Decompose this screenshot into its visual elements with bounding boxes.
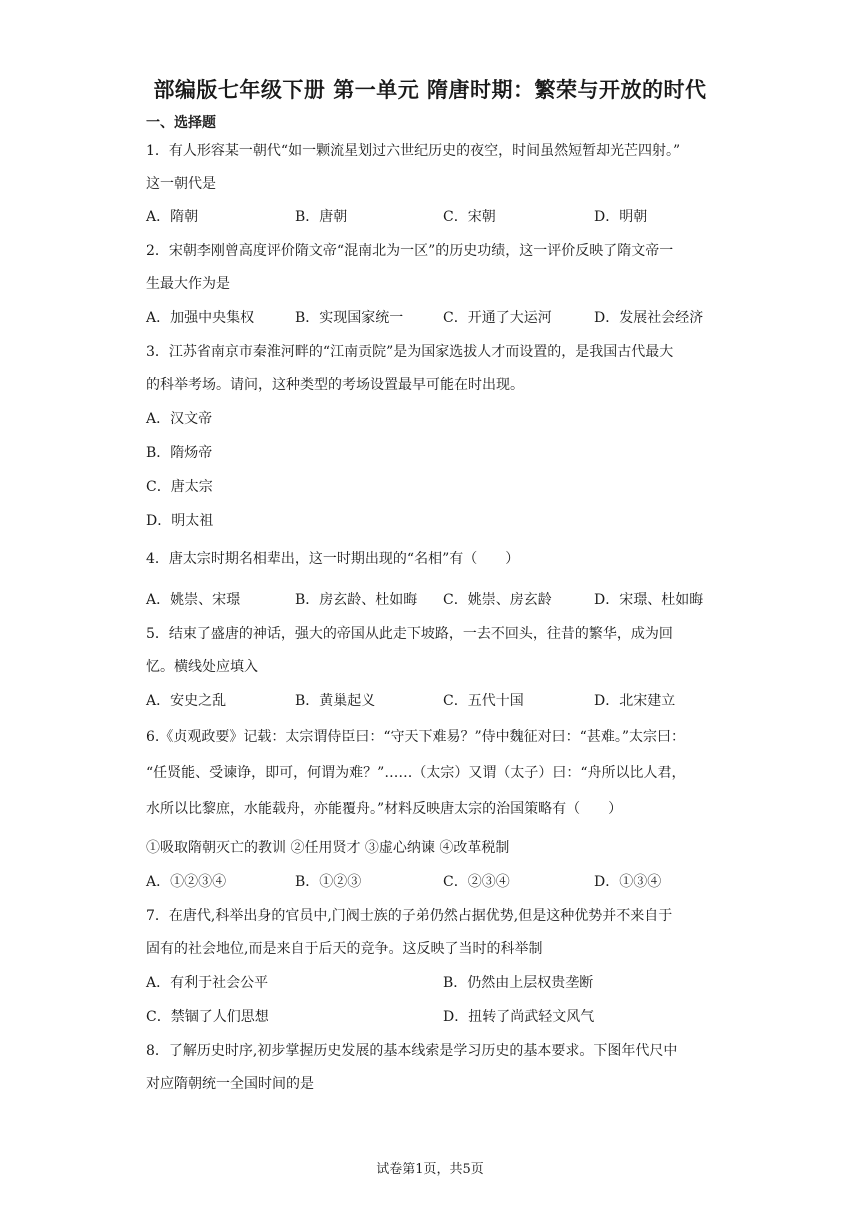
question-8-text: 8．了解历史时序,初步掌握历史发展的基本线索是学习历史的基本要求。下图年代尺中 [146,1043,678,1059]
question-2-text: 生最大作为是 [146,276,230,292]
question-2-text: 2．宋朝李刚曾高度评价隋文帝“混南北为一区”的历史功绩，这一评价反映了隋文帝一 [146,243,674,259]
option-a: A．姚崇、宋璟 [146,592,241,608]
option-d: D．北宋建立 [594,693,676,709]
question-6-text: 6.《贞观政要》记载：太宗谓侍臣曰：“守天下难易？”侍中魏征对曰：“甚难。”太宗曰： [146,729,685,745]
option-c: C．开通了大运河 [443,310,552,326]
option-c: C．禁锢了人们思想 [146,1009,269,1025]
option-a: A．加强中央集权 [146,310,255,326]
option-c: C．②③④ [443,874,510,890]
option-c: C．姚崇、房玄龄 [443,592,552,608]
section-heading: 一、选择题 [146,115,216,131]
option-b: B．仍然由上层权贵垄断 [443,975,594,991]
option-d: D．明朝 [594,209,648,225]
option-b: B．隋炀帝 [146,445,213,461]
option-d: D．发展社会经济 [594,310,704,326]
option-a: A．有利于社会公平 [146,975,269,991]
option-d: D．宋璟、杜如晦 [594,592,704,608]
page-title: 部编版七年级下册 第一单元 隋唐时期：繁荣与开放的时代 [153,78,707,102]
question-7-text: 固有的社会地位,而是来自于后天的竞争。这反映了当时的科举制 [146,941,543,957]
question-3-text: 的科举考场。请问，这种类型的考场设置最早可能在时出现。 [146,377,524,393]
question-6-text: 水所以比黎庶，水能载舟，亦能覆舟。”材料反映唐太宗的治国策略有（ ） [146,801,623,817]
question-8-text: 对应隋朝统一全国时间的是 [146,1076,314,1092]
option-d: D．明太祖 [146,513,214,529]
option-c: C．宋朝 [443,209,496,225]
option-a: A．①②③④ [146,874,227,890]
question-6-text: “任贤能、受谏诤，即可，何谓为难？”……（太宗）又谓（太子）曰：“舟所以比人君， [146,765,686,781]
option-d: D．①③④ [594,874,662,890]
question-3-text: 3．江苏省南京市秦淮河畔的“江南贡院”是为国家选拔人才而设置的，是我国古代最大 [146,344,674,360]
option-d: D．扭转了尚武轻文风气 [443,1009,595,1025]
option-a: A．隋朝 [146,209,199,225]
option-b: B．①②③ [295,874,362,890]
option-b: B．实现国家统一 [295,310,404,326]
option-c: C．唐太宗 [146,479,213,495]
question-4-text: 4．唐太宗时期名相辈出，这一时期出现的“名相”有（ ） [146,551,520,567]
option-a: A．汉文帝 [146,411,213,427]
option-a: A．安史之乱 [146,693,227,709]
question-1-text: 1．有人形容某一朝代“如一颗流星划过六世纪历史的夜空，时间虽然短暂却光芒四射。” [146,143,681,159]
option-b: B．唐朝 [295,209,348,225]
option-b: B．黄巢起义 [295,693,376,709]
option-b: B．房玄龄、杜如晦 [295,592,418,608]
option-c: C．五代十国 [443,693,524,709]
question-5-text: 5．结束了盛唐的神话，强大的帝国从此走下坡路，一去不回头，往昔的繁华，成为回 [146,626,673,642]
question-6-statements: ①吸取隋朝灭亡的教训 ②任用贤才 ③虚心纳谏 ④改革税制 [146,840,510,856]
question-7-text: 7．在唐代,科举出身的官员中,门阀士族的子弟仍然占据优势,但是这种优势并不来自于 [146,908,673,924]
question-5-text: 忆。横线处应填入 [146,659,258,675]
question-1-text: 这一朝代是 [146,176,216,192]
page-footer: 试卷第1页，共5页 [376,1162,484,1177]
